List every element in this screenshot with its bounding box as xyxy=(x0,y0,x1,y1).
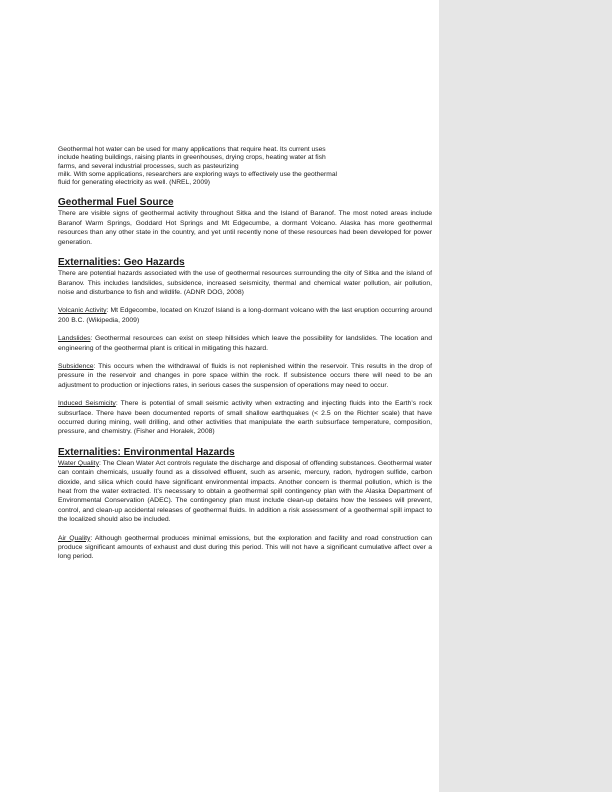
subsidence-text: : This occurs when the withdrawal of fluids is not replenished within the reservoir. This results in the drop of pressure in the reservoir and changes in pore space within the rock. If subsistence occurs there will need to be an adjustment to production or injections rates, in serious cases the suspension of operations may need to occur. xyxy=(58,362,432,389)
intro-line-4: milk. With some applications, researchers are exploring ways to effectively use the geothermal xyxy=(58,170,338,178)
environmental-hazards-heading: Externalities: Environmental Hazards xyxy=(58,446,235,458)
intro-line-3: farms, and several industrial processes, such as pasteurizing xyxy=(58,162,239,170)
volcanic-activity-term: Volcanic Activity xyxy=(58,307,107,315)
volcanic-activity-text: : Mt Edgecombe, located on Kruzof Island is a long-dormant volcano with the last eruption occurring around 200 B.C. (Wikipedia, 2009) xyxy=(58,307,432,324)
volcanic-activity-paragraph xyxy=(58,306,432,325)
induced-seismicity-term: Induced Seismicity xyxy=(58,400,116,408)
water-quality-paragraph xyxy=(58,459,432,525)
subsidence-term: Subsidence xyxy=(58,362,94,370)
water-quality-term: Water Quality xyxy=(58,459,99,467)
water-quality-text: : The Clean Water Act controls regulate the discharge and disposal of offending substances. Geothermal water can contain chemicals, usually found as a dissolved effluent, such as arsenic, mercury, radon, hydrogen sulfide, carbon dioxide, and silica which could have significant environmental impacts. Another concern is thermal pollution, which is the heat from the water extracted. It’s necessary to obtain a geothermal spill contingency plan with the Alaska Department of Environmental Conservation (ADEC). The contingency plan must include clean-up detains how the lessees will prevent, control, and clean-up accidental releases of geothermal fluids. In addition a risk assessment of a geothermal spill impact to the localized should also be included. xyxy=(58,459,432,524)
air-quality-paragraph xyxy=(58,534,432,562)
fuel-source-paragraph: There are visible signs of geothermal activity throughout Sitka and the Island of Baranof. The most noted areas include Baranof Warm Springs, Goddard Hot Springs and Mt Edgecumbe, a dormant Volcano. Alaska has more geothermal resources than any other state in the country, and yet until recently none of these resources had been developed for power generation. xyxy=(58,210,432,246)
air-quality-text: : Although geothermal produces minimal emissions, but the exploration and facility and road construction can produce significant amounts of exhaust and dust during this period. This will not have a significant cumulative affect over a long period. xyxy=(58,534,432,561)
fuel-source-heading: Geothermal Fuel Source xyxy=(58,197,174,209)
landslides-term: Landslides xyxy=(58,335,91,343)
document-body xyxy=(58,146,432,562)
comment-pane xyxy=(439,0,612,792)
air-quality-term: Air Quality xyxy=(58,534,91,542)
intro-line-1: Geothermal hot water can be used for many applications that require heat. Its current uses xyxy=(58,146,326,153)
induced-seismicity-paragraph xyxy=(58,399,432,437)
induced-seismicity-text: : There is potential of small seismic activity when extracting and injecting fluids into the Earth’s rock subsurface. There have been documented reports of small shallow earthquakes (< 2.5 on the Richter scale) that have occurred during mining, well drilling, and other activities that manipulate the earth subsurface temperature, composition, pressure, and chemistry. (Fisher and Horalek, 2008) xyxy=(58,400,432,436)
landslides-text: : Geothermal resources can exist on steep hillsides which leave the possibility for landslides. The location and engineering of the geothermal plant is critical in mitigating this hazard. xyxy=(58,335,432,352)
intro-line-2: include heating buildings, raising plants in greenhouses, drying crops, heating water at fish xyxy=(58,154,326,162)
intro-paragraph xyxy=(58,146,432,187)
landslides-paragraph xyxy=(58,334,432,353)
subsidence-paragraph xyxy=(58,362,432,390)
geo-hazards-heading: Externalities: Geo Hazards xyxy=(58,257,185,269)
geo-hazards-intro: There are potential hazards associated with the use of geothermal resources surrounding the city of Sitka and the island of Baranov. This includes landslides, subsidence, increased seismicity, thermal and chemical water pollution, air pollution, noise and disturbance to fish and wildlife. (ADNR DOG, 2008) xyxy=(58,270,432,296)
intro-line-5: fluid for generating electricity as well. (NREL, 2009) xyxy=(58,179,211,187)
